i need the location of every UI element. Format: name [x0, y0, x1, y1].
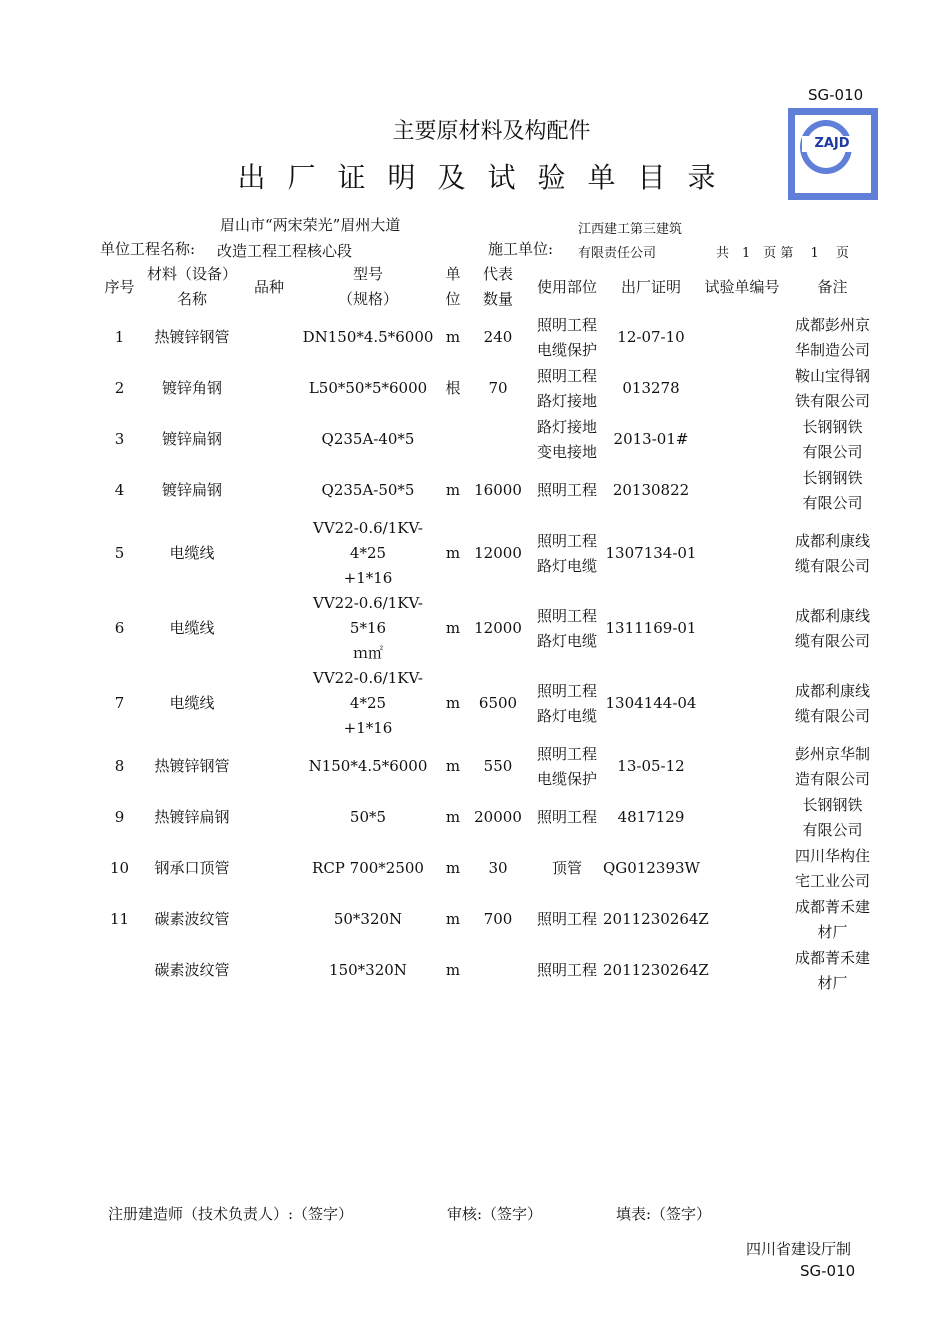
- row-material-name: 碳素波纹管: [154, 961, 230, 979]
- row-test-no: [699, 465, 785, 516]
- row-cert: 2011230264Z: [603, 910, 709, 928]
- row-test-no: [699, 792, 785, 843]
- row-use: 照明工程 电缆保护: [536, 744, 597, 788]
- row-qty: 12000: [474, 544, 522, 562]
- row-qty: 12000: [474, 619, 522, 637]
- row-seq: 10: [109, 859, 130, 877]
- header-cert: 出厂证明: [620, 277, 681, 296]
- table-row: [98, 591, 880, 666]
- row-use: 照明工程: [536, 481, 597, 499]
- engineer-signature: 注册建造师（技术负责人）:（签字）: [108, 1205, 354, 1223]
- document-subtitle: 出厂证明及试验单目录: [237, 161, 738, 194]
- row-note: 彭州京华制 造有限公司: [794, 744, 870, 788]
- row-cert: 12-07-10: [617, 328, 685, 346]
- row-use: 照明工程 路灯电缆: [536, 606, 597, 650]
- header-variety: 品种: [253, 277, 284, 296]
- row-variety: [243, 792, 295, 843]
- contractor-label: 施工单位:: [488, 240, 554, 258]
- row-qty: 550: [483, 757, 513, 775]
- row-material-name: 电缆线: [169, 694, 215, 712]
- page-info: 共 1 页 第 1 页: [716, 246, 849, 261]
- row-use: 照明工程: [536, 808, 597, 826]
- header-seq: 序号: [104, 277, 135, 296]
- row-test-no: [699, 591, 785, 666]
- header-unit: 单 位: [445, 265, 461, 308]
- row-seq: 4: [114, 481, 125, 499]
- row-use: 照明工程: [536, 961, 597, 979]
- row-use: 照明工程 路灯接地: [536, 366, 597, 410]
- row-test-no: [699, 894, 785, 945]
- row-use: 照明工程 路灯电缆: [536, 681, 597, 725]
- row-model: Q235A-40*5: [321, 430, 415, 448]
- row-seq: [98, 945, 141, 996]
- table-row: [98, 666, 880, 741]
- row-variety: [243, 363, 295, 414]
- document-title: 主要原材料及构配件: [392, 119, 591, 144]
- row-note: 长钢钢铁 有限公司: [802, 795, 863, 839]
- row-use: 照明工程: [536, 910, 597, 928]
- row-variety: [243, 414, 295, 465]
- row-unit: m: [445, 328, 461, 346]
- row-material-name: 热镀锌扁钢: [154, 808, 230, 826]
- row-unit: m: [445, 859, 461, 877]
- row-test-no: [699, 363, 785, 414]
- row-cert: 1311169-01: [605, 619, 697, 637]
- row-cert: QG012393W: [603, 859, 700, 877]
- header-test: 试验单编号: [704, 277, 780, 296]
- row-cert: 1307134-01: [605, 544, 697, 562]
- row-material-name: 电缆线: [169, 619, 215, 637]
- row-qty: [465, 945, 531, 996]
- row-unit: m: [445, 961, 461, 979]
- row-model: RCP 700*2500: [312, 859, 424, 877]
- row-note: 四川华构住 宅工业公司: [794, 846, 870, 890]
- row-note: 成都利康线 缆有限公司: [794, 606, 870, 650]
- table-row: [98, 843, 880, 894]
- row-variety: [243, 516, 295, 591]
- row-model: 50*320N: [333, 910, 403, 928]
- row-unit: m: [445, 694, 461, 712]
- row-qty: [465, 414, 531, 465]
- project-label: 单位工程名称:: [100, 240, 196, 258]
- header-qty: 代表 数量: [482, 265, 513, 308]
- row-variety: [243, 741, 295, 792]
- header-use: 使用部位: [536, 277, 597, 296]
- table-row: [98, 516, 880, 591]
- row-model: 50*5: [349, 808, 387, 826]
- row-seq: 3: [114, 430, 125, 448]
- row-note: 鞍山宝得钢 铁有限公司: [794, 366, 870, 410]
- row-model: VV22-0.6/1KV-5*16 ｍ㎡: [312, 594, 423, 662]
- row-qty: 20000: [474, 808, 522, 826]
- row-seq: 2: [114, 379, 125, 397]
- table-row: [98, 792, 880, 843]
- row-seq: 6: [114, 619, 125, 637]
- row-material-name: 热镀锌钢管: [154, 328, 230, 346]
- row-material-name: 碳素波纹管: [154, 910, 230, 928]
- row-note: 成都利康线 缆有限公司: [794, 681, 870, 725]
- row-seq: 8: [114, 757, 125, 775]
- row-seq: 5: [114, 544, 125, 562]
- row-variety: [243, 465, 295, 516]
- row-note: 成都利康线 缆有限公司: [794, 531, 870, 575]
- row-cert: 13-05-12: [617, 757, 685, 775]
- row-unit: m: [445, 757, 461, 775]
- row-model: L50*50*5*6000: [308, 379, 428, 397]
- row-seq: 1: [114, 328, 125, 346]
- row-unit: [441, 414, 465, 465]
- review-signature: 审核:（签字）: [447, 1205, 543, 1223]
- row-note: 成都菁禾建 材厂: [794, 897, 870, 941]
- project-name-line2: 改造工程工程核心段: [217, 242, 353, 260]
- row-qty: 70: [488, 379, 508, 397]
- row-material-name: 热镀锌钢管: [154, 757, 230, 775]
- row-test-no: [699, 414, 785, 465]
- row-model: DN150*4.5*6000: [302, 328, 434, 346]
- filler-signature: 填表:（签字）: [616, 1205, 712, 1223]
- row-use: 照明工程 路灯电缆: [536, 531, 597, 575]
- row-model: Q235A-50*5: [321, 481, 415, 499]
- row-model: N150*4.5*6000: [308, 757, 428, 775]
- row-variety: [243, 312, 295, 363]
- header-material: 材料（设备） 名称: [146, 265, 237, 308]
- header-note: 备注: [817, 277, 848, 296]
- row-seq: 9: [114, 808, 125, 826]
- row-test-no: [699, 516, 785, 591]
- table-row: [98, 945, 880, 996]
- row-note: 成都菁禾建 材厂: [794, 948, 870, 992]
- row-cert: 1304144-04: [605, 694, 697, 712]
- row-unit: m: [445, 619, 461, 637]
- row-seq: 7: [114, 694, 125, 712]
- row-test-no: [699, 666, 785, 741]
- row-cert: 20130822: [612, 481, 690, 499]
- row-seq: 11: [109, 910, 130, 928]
- row-unit: 根: [445, 379, 461, 397]
- contractor-line1: 江西建工第三建筑: [578, 222, 683, 237]
- table-row: [98, 312, 880, 363]
- row-unit: m: [445, 808, 461, 826]
- row-material-name: 镀锌扁钢: [161, 430, 222, 448]
- row-note: 长钢钢铁 有限公司: [802, 417, 863, 461]
- row-use: 路灯接地 变电接地: [536, 417, 597, 461]
- row-use: 照明工程 电缆保护: [536, 315, 597, 359]
- row-unit: m: [445, 910, 461, 928]
- row-model: VV22-0.6/1KV-4*25 +1*16: [312, 519, 423, 587]
- row-qty: 16000: [474, 481, 522, 499]
- table-row: [98, 414, 880, 465]
- row-note: 长钢钢铁 有限公司: [802, 468, 863, 512]
- form-code-bottom: SG-010: [800, 1262, 856, 1280]
- issuer: 四川省建设厅制: [746, 1240, 852, 1258]
- contractor-line2: 有限责任公司: [578, 246, 657, 261]
- row-qty: 700: [483, 910, 513, 928]
- row-unit: m: [445, 481, 461, 499]
- row-qty: 30: [488, 859, 508, 877]
- row-cert: 2013-01#: [613, 430, 689, 448]
- row-qty: 6500: [478, 694, 518, 712]
- row-note: 成都彭州京 华制造公司: [794, 315, 870, 359]
- row-variety: [243, 894, 295, 945]
- row-material-name: 钢承口顶管: [154, 859, 230, 877]
- logo-text: ZAJD: [802, 136, 862, 152]
- row-test-no: [699, 312, 785, 363]
- row-material-name: 镀锌扁钢: [161, 481, 222, 499]
- table-row: [98, 741, 880, 792]
- row-variety: [243, 591, 295, 666]
- row-cert: 2011230264Z: [603, 961, 709, 979]
- table-row: [98, 465, 880, 516]
- form-code-top: SG-010: [808, 86, 864, 104]
- row-unit: m: [445, 544, 461, 562]
- row-variety: [243, 843, 295, 894]
- row-use: 顶管: [551, 859, 582, 877]
- table-row: [98, 894, 880, 945]
- row-material-name: 电缆线: [169, 544, 215, 562]
- row-cert: 013278: [622, 379, 680, 397]
- row-variety: [243, 945, 295, 996]
- project-name-line1: 眉山市“两宋荣光”眉州大道: [220, 216, 401, 234]
- row-test-no: [699, 945, 785, 996]
- table-header-row: [98, 262, 880, 312]
- row-test-no: [699, 843, 785, 894]
- row-model: 150*320N: [329, 961, 407, 979]
- materials-table: [98, 262, 880, 996]
- row-model: VV22-0.6/1KV-4*25 +1*16: [312, 669, 423, 737]
- row-test-no: [699, 741, 785, 792]
- row-material-name: 镀锌角钢: [161, 379, 222, 397]
- row-qty: 240: [483, 328, 513, 346]
- row-cert: 4817129: [617, 808, 685, 826]
- row-variety: [243, 666, 295, 741]
- table-row: [98, 363, 880, 414]
- header-model: 型号 （规格）: [337, 265, 398, 308]
